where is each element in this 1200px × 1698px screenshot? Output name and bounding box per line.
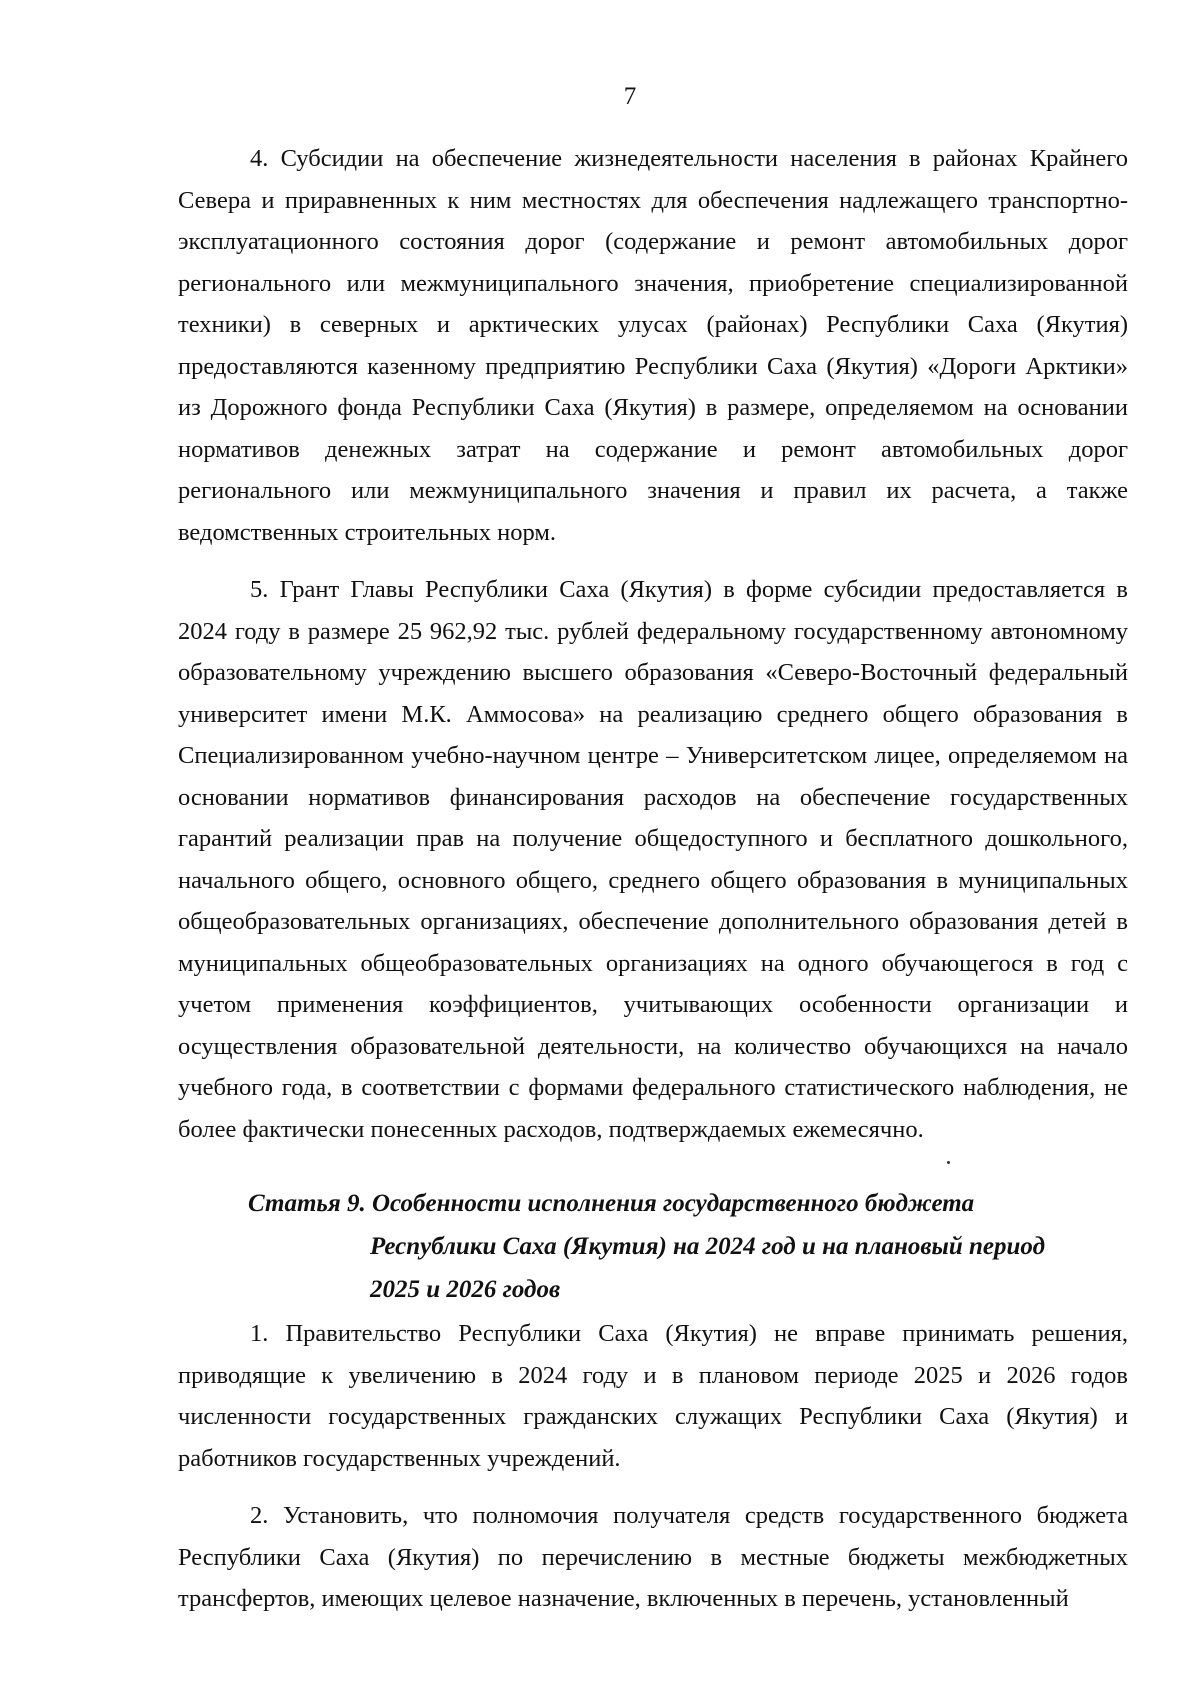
article-heading-line-3: 2025 и 2026 годов [370,1276,561,1303]
main-text-bottom [178,1313,1128,1620]
scan-speck [947,1161,950,1164]
main-text-top [178,138,1128,1150]
paragraph-item-1: 1. Правительство Республики Саха (Якутия) не вправе принимать решения, приводящие к увеличению в 2024 году и в плановом периоде 2025 и 2026 годов численности государственных гражданских служащих Республики Саха (Якутия) и работников государственных учреждений. [178,1320,1128,1472]
article-heading [178,1182,1128,1311]
paragraph-item-4: 4. Субсидии на обеспечение жизнедеятельности населения в районах Крайнего Севера и приравненных к ним местностях для обеспечения надлежащего транспортно-эксплуатационного состояния дорог (содержание и ремонт автомобильных дорог регионального или межмуниципального значения, приобретение специализированной техники) в северных и арктических улусах (районах) Республики Саха (Якутия) предоставляются казенному предприятию Республики Саха (Якутия) «Дороги Арктики» из Дорожного фонда Республики Саха (Якутия) в размере, определяемом на основании нормативов денежных затрат на содержание и ремонт автомобильных дорог регионального или межмуниципального значения и правил их расчета, а также ведомственных строительных норм. [178,145,1128,546]
paragraph-item-2: 2. Установить, что полномочия получателя средств государственного бюджета Республики Саха (Якутия) по перечислению в местные бюджеты межбюджетных трансфертов, имеющих целевое назначение, включенных в перечень, установленный [178,1502,1128,1612]
article-heading-line-1: Статья 9. Особенности исполнения государственного бюджета [248,1190,975,1217]
article-heading-line-2: Республики Саха (Якутия) на 2024 год и на плановый период [370,1233,1045,1260]
paragraph-item-5: 5. Грант Главы Республики Саха (Якутия) в форме субсидии предоставляется в 2024 году в размере 25 962,92 тыс. рублей федеральному государственному автономному образовательному учреждению высшего образования «Северо-Восточный федеральный университет имени М.К. Аммосова» на реализацию среднего общего образования в Специализированном учебно-научном центре – Университетском лицее, определяемом на основании нормативов финансирования расходов на обеспечение государственных гарантий реализации прав на получение общедоступного и бесплатного дошкольного, начального общего, основного общего, среднего общего образования в муниципальных общеобразовательных организациях, обеспечение дополнительного образования детей в муниципальных общеобразовательных организациях на одного обучающегося в год с учетом применения коэффициентов, учитывающих особенности организации и осуществления образовательной деятельности, на количество обучающихся на начало учебного года, в соответствии с формами федерального статистического наблюдения, не более фактически понесенных расходов, подтверждаемых ежемесячно. [178,576,1128,1143]
page-number: 7 [623,83,637,110]
